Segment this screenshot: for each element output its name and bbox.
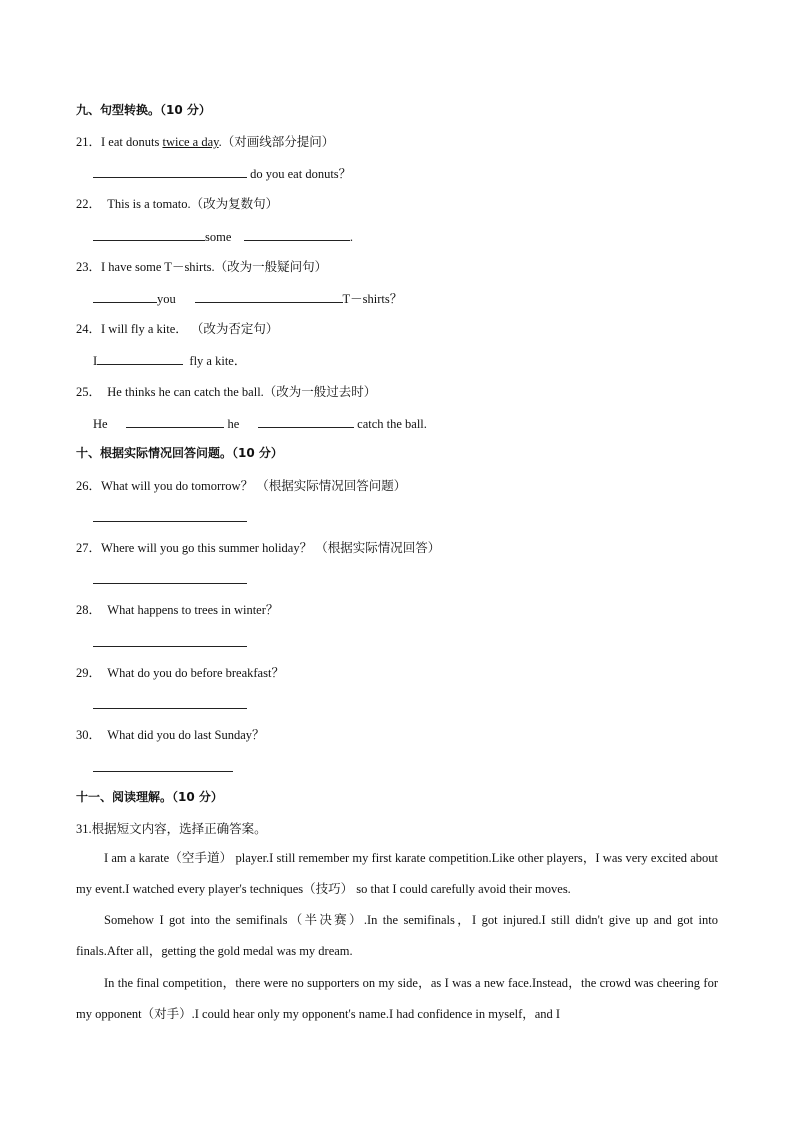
question-28 — [76, 602, 278, 618]
question-22 — [76, 196, 278, 212]
section-11-title: 十一、阅读理解。（10 分） — [76, 790, 223, 804]
q26-text: What will you do tomorrow？ （根据实际情况回答问题） — [101, 479, 407, 493]
q25-end: catch the ball. — [357, 417, 427, 431]
question-26 — [76, 478, 406, 494]
q22-end: . — [349, 230, 354, 244]
q25-start: He — [93, 417, 108, 431]
q21-answer-line — [93, 165, 351, 182]
section-10-title: 十、根据实际情况回答问题。（10 分） — [76, 446, 283, 460]
q23-mid: you — [157, 292, 176, 306]
q25-answer-line — [93, 415, 427, 432]
q28-answer-line[interactable] — [93, 646, 247, 647]
q28-text: What happens to trees in winter？ — [107, 603, 279, 617]
q30-answer-line[interactable] — [93, 771, 233, 772]
question-30 — [76, 727, 265, 743]
q25-mid: he — [227, 417, 240, 431]
q21-blank[interactable] — [93, 165, 247, 178]
q24-answer-line — [93, 352, 246, 369]
q25-text: He thinks he can catch the ball.（改为一般过去时） — [107, 385, 377, 399]
question-24 — [76, 321, 278, 337]
q25-number: 25． — [76, 385, 102, 399]
q22-blank-2[interactable] — [244, 228, 350, 241]
q27-answer-line[interactable] — [93, 583, 247, 584]
q26-answer-line[interactable] — [93, 521, 247, 522]
q21-number: 21． — [76, 135, 102, 149]
question-23 — [76, 259, 327, 275]
q23-text: I have some T－shirts.（改为一般疑问句） — [101, 260, 328, 274]
question-31-instruction: 31.根据短文内容，选择正确答案。 — [76, 822, 267, 836]
q22-answer-line — [93, 228, 353, 245]
q25-blank-2[interactable] — [258, 415, 354, 428]
question-25 — [76, 384, 376, 400]
reading-paragraph-1: I am a karate（空手道） player.I still remember my first karate competition.Like other players，I was very excited about my event.I watched every player's techniques（技巧） so that I could carefully avoid their moves. — [76, 851, 718, 896]
q21-pre: I eat donuts — [101, 135, 163, 149]
q21-answer-text: do you eat donuts？ — [250, 167, 352, 181]
q23-end: T－shirts？ — [342, 292, 403, 306]
q23-answer-line — [93, 290, 402, 307]
q21-post: .（对画线部分提问） — [218, 135, 335, 149]
q26-number: 26． — [76, 479, 102, 493]
q30-text: What did you do last Sunday？ — [107, 728, 265, 742]
q21-underlined: twice a day — [162, 135, 219, 149]
q27-text: Where will you go this summer holiday？ （根据实际情况回答） — [101, 541, 441, 555]
q23-number: 23． — [76, 260, 102, 274]
q28-number: 28． — [76, 603, 102, 617]
q30-number: 30． — [76, 728, 102, 742]
q23-blank-1[interactable] — [93, 290, 157, 303]
reading-paragraph-2: Somehow I got into the semifinals（半决赛）.In the semifinals，I got injured.I still didn't give up and got into finals.After all，getting the gold medal was my dream. — [76, 913, 718, 958]
q24-text: I will fly a kite． （改为否定句） — [101, 322, 279, 336]
q24-start: I — [93, 354, 98, 368]
q22-number: 22． — [76, 197, 102, 211]
section-9-title: 九、句型转换。（10 分） — [76, 103, 211, 117]
q25-blank-1[interactable] — [126, 415, 224, 428]
q22-blank-1[interactable] — [93, 228, 205, 241]
q29-number: 29． — [76, 666, 102, 680]
q24-end: fly a kite． — [189, 354, 247, 368]
question-29 — [76, 665, 284, 681]
q29-answer-line[interactable] — [93, 708, 247, 709]
q27-number: 27． — [76, 541, 102, 555]
q22-text: This is a tomato.（改为复数句） — [107, 197, 279, 211]
q24-number: 24． — [76, 322, 102, 336]
q29-text: What do you do before breakfast？ — [107, 666, 284, 680]
reading-paragraph-3: In the final competition，there were no supporters on my side，as I was a new face.Instead，the crowd was cheering for my opponent（对手）.I could hear only my opponent's name.I had confidence in myself，and I — [76, 976, 718, 1021]
q23-blank-2[interactable] — [195, 290, 343, 303]
q24-blank[interactable] — [97, 352, 183, 365]
q22-mid: some — [205, 230, 232, 244]
question-27 — [76, 540, 440, 556]
question-21 — [76, 134, 334, 150]
